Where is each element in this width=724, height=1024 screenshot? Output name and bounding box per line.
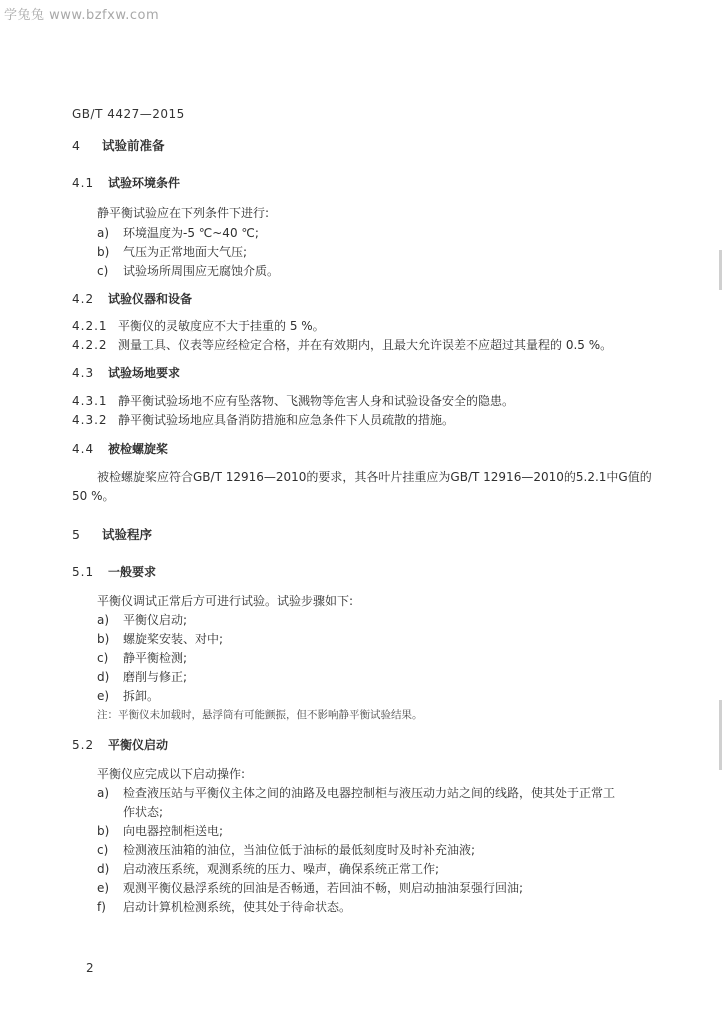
list-marker: a) bbox=[97, 226, 110, 240]
list-marker: b) bbox=[97, 824, 110, 838]
section-number: 5.2 bbox=[72, 738, 95, 752]
list-item bbox=[97, 612, 187, 628]
list-item-continuation: 作状态; bbox=[123, 805, 164, 819]
clause-4-2-1 bbox=[72, 318, 325, 334]
clause-4-3-2 bbox=[72, 412, 454, 428]
standard-header: GB/T 4427—2015 bbox=[72, 107, 185, 121]
section-title: 试验仪器和设备 bbox=[108, 292, 193, 306]
list-text: 观测平衡仪悬浮系统的回油是否畅通，若回油不畅，则启动抽油泵强行回油; bbox=[123, 881, 524, 895]
section-title: 试验场地要求 bbox=[108, 366, 181, 380]
section-4-1-heading bbox=[72, 175, 180, 191]
clause-4-2-2 bbox=[72, 337, 612, 353]
list-marker: b) bbox=[97, 245, 110, 259]
list-item bbox=[97, 225, 259, 241]
list-marker: c) bbox=[97, 264, 109, 278]
scan-edge-mark bbox=[719, 700, 722, 770]
list-marker: c) bbox=[97, 843, 109, 857]
general-intro: 平衡仪调试正常后方可进行试验。试验步骤如下: bbox=[97, 594, 354, 608]
clause-number: 4.3.1 bbox=[72, 394, 108, 408]
list-item bbox=[97, 899, 351, 915]
list-text: 检测液压油箱的油位，当油位低于油标的最低刻度时及时补充油液; bbox=[123, 843, 476, 857]
list-marker: e) bbox=[97, 689, 110, 703]
section-title: 试验程序 bbox=[102, 527, 153, 542]
list-item bbox=[97, 880, 523, 896]
startup-intro: 平衡仪应完成以下启动操作: bbox=[97, 767, 246, 781]
section-4-heading bbox=[72, 138, 165, 154]
section-title: 试验环境条件 bbox=[108, 176, 181, 190]
clause-number: 4.2.2 bbox=[72, 338, 108, 352]
list-marker: d) bbox=[97, 862, 110, 876]
list-item bbox=[97, 669, 187, 685]
list-text: 螺旋桨安装、对中; bbox=[123, 632, 224, 646]
note: 注：平衡仪未加载时，悬浮筒有可能颤振，但不影响静平衡试验结果。 bbox=[97, 709, 423, 721]
list-item bbox=[97, 823, 223, 839]
list-marker: f) bbox=[97, 900, 106, 914]
section-title: 平衡仪启动 bbox=[108, 738, 169, 752]
list-text: 气压为正常地面大气压; bbox=[123, 245, 248, 259]
watermark: 学兔兔 www.bzfxw.com bbox=[4, 8, 160, 23]
section-number: 5.1 bbox=[72, 565, 95, 579]
section-number: 5 bbox=[72, 527, 81, 542]
section-number: 4.3 bbox=[72, 366, 95, 380]
list-item bbox=[97, 244, 247, 260]
list-text: 静平衡检测; bbox=[123, 651, 188, 665]
scan-edge-mark bbox=[719, 250, 722, 290]
list-item bbox=[97, 842, 475, 858]
list-text: 检查液压站与平衡仪主体之间的油路及电器控制柜与液压动力站之间的线路，使其处于正常工 bbox=[123, 786, 616, 800]
list-text: 启动液压系统，观测系统的压力、噪声，确保系统正常工作; bbox=[123, 862, 440, 876]
list-item bbox=[97, 688, 159, 704]
clause-number: 4.3.2 bbox=[72, 413, 108, 427]
section-number: 4 bbox=[72, 138, 81, 153]
list-marker: a) bbox=[97, 786, 110, 800]
section-5-heading bbox=[72, 527, 152, 543]
section-number: 4.2 bbox=[72, 292, 95, 306]
clause-4-3-1 bbox=[72, 393, 514, 409]
section-number: 4.4 bbox=[72, 442, 95, 456]
list-item bbox=[97, 631, 223, 647]
list-item bbox=[97, 861, 439, 877]
list-text: 向电器控制柜送电; bbox=[123, 824, 224, 838]
list-text: 磨削与修正; bbox=[123, 670, 188, 684]
section-4-2-heading bbox=[72, 291, 192, 307]
propeller-text-line1: 被检螺旋桨应符合GB/T 12916—2010的要求，其各叶片挂重应为GB/T 12916—2010的5.2.1中G值的 bbox=[97, 470, 652, 484]
list-marker: b) bbox=[97, 632, 110, 646]
section-title: 一般要求 bbox=[108, 565, 157, 579]
env-intro: 静平衡试验应在下列条件下进行: bbox=[97, 206, 270, 220]
list-text: 环境温度为-5 ℃~40 ℃; bbox=[123, 226, 259, 240]
list-text: 启动计算机检测系统，使其处于待命状态。 bbox=[123, 900, 352, 914]
list-item bbox=[97, 263, 279, 279]
list-text: 试验场所周围应无腐蚀介质。 bbox=[123, 264, 280, 278]
clause-text: 静平衡试验场地应具备消防措施和应急条件下人员疏散的措施。 bbox=[118, 413, 455, 427]
clause-text: 平衡仪的灵敏度应不大于挂重的 5 %。 bbox=[118, 319, 325, 333]
clause-text: 测量工具、仪表等应经检定合格，并在有效期内，且最大允许误差不应超过其量程的 0.5 %。 bbox=[118, 338, 613, 352]
list-marker: e) bbox=[97, 881, 110, 895]
section-4-3-heading bbox=[72, 365, 180, 381]
list-text: 平衡仪启动; bbox=[123, 613, 188, 627]
clause-number: 4.2.1 bbox=[72, 319, 108, 333]
clause-text: 静平衡试验场地不应有坠落物、飞溅物等危害人身和试验设备安全的隐患。 bbox=[118, 394, 515, 408]
section-4-4-heading bbox=[72, 441, 168, 457]
list-item bbox=[97, 785, 615, 801]
section-title: 被检螺旋桨 bbox=[108, 442, 169, 456]
list-text: 拆卸。 bbox=[123, 689, 160, 703]
list-marker: c) bbox=[97, 651, 109, 665]
section-title: 试验前准备 bbox=[102, 138, 165, 153]
list-marker: a) bbox=[97, 613, 110, 627]
list-item bbox=[97, 650, 187, 666]
page-number: 2 bbox=[86, 961, 94, 975]
propeller-text-line2: 50 %。 bbox=[72, 489, 115, 503]
section-number: 4.1 bbox=[72, 176, 95, 190]
section-5-2-heading bbox=[72, 737, 168, 753]
list-marker: d) bbox=[97, 670, 110, 684]
section-5-1-heading bbox=[72, 564, 156, 580]
